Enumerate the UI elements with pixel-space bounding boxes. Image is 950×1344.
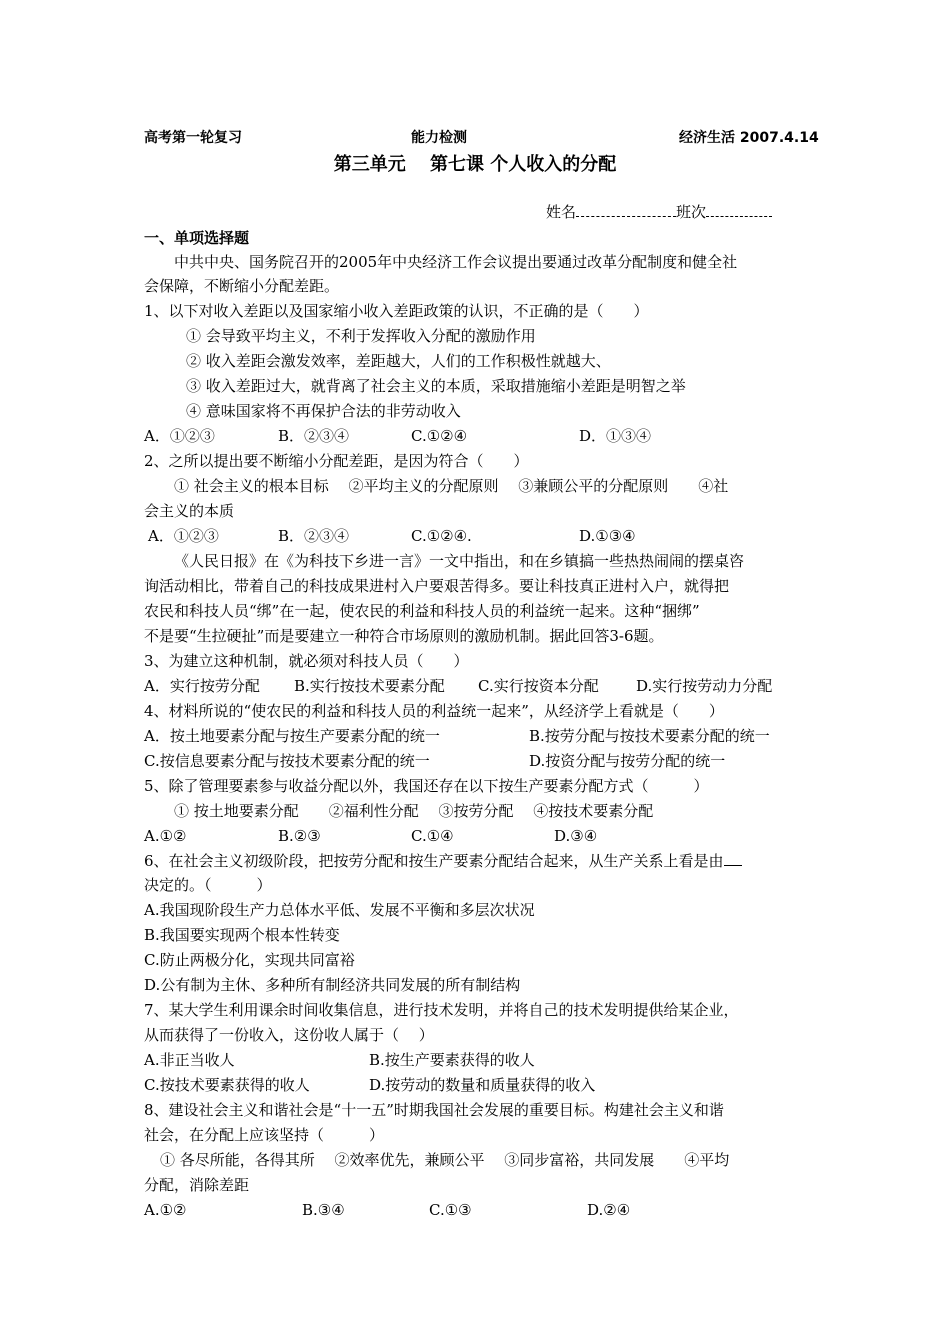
class-blank [706, 202, 772, 217]
name-blank [576, 202, 676, 217]
q5-option-d: D.③④ [554, 827, 598, 845]
q5-option-c: C.①④ [411, 827, 454, 845]
q4-stem: 4、材料所说的“使农民的利益和科技人员的利益统一起来”，从经济学上看就是（ ） [144, 702, 724, 720]
q1-option-c: C.①②④ [411, 427, 468, 445]
q6-option-a: A.我国现阶段生产力总体水平低、发展不平衡和多层次状况 [144, 901, 535, 919]
q6-stem-text: 6、在社会主义初级阶段，把按劳分配和按生产要素分配结合起来，从生产关系上看是由 [144, 852, 724, 870]
q6-stem-line-1 [144, 849, 809, 873]
q1-statement-1: ① 会导致平均主义，不利于发挥收入分配的激励作用 [186, 327, 536, 345]
q7-stem-line-2: 从而获得了一份收入，这份收人属于（ ） [144, 1026, 434, 1044]
q6-option-d: D.公有制为主休、多种所有制经济共同发展的所有制结构 [144, 976, 521, 994]
q8-stem-line-2: 社会，在分配上应该坚持（ ） [144, 1126, 385, 1144]
q2-statements-line-2: 会主义的本质 [144, 502, 235, 520]
header-right: 经济生活 2007.4.14 [679, 130, 819, 146]
intro-line-2: 会保障，不断缩小分配差距。 [144, 277, 340, 295]
q3-option-d: D.实行按劳动力分配 [636, 677, 773, 695]
q8-option-b: B.③④ [302, 1201, 345, 1219]
q4-option-b: B.按劳分配与按技术要素分配的统一 [529, 727, 770, 745]
q8-statements-line-2: 分配，消除差距 [144, 1176, 250, 1194]
material-line-1: 《人民日报》在《为科技下乡进一言》一文中指出，和在乡镇搞一些热热闹闹的摆桌咨 [174, 552, 745, 570]
q5-option-b: B.②③ [278, 827, 321, 845]
q1-statement-2: ② 收入差距会激发效率，差距越大，人们的工作积极性就越大、 [186, 352, 611, 370]
class-label: 班次 [676, 203, 707, 221]
q7-option-a: A.非正当收人 [144, 1051, 235, 1069]
q3-option-b: B.实行按技术要素分配 [294, 677, 445, 695]
material-line-3: 农民和科技人员“绑”在一起，使农民的利益和科技人员的利益统一起来。这种“捆绑” [144, 602, 700, 620]
q8-option-a: A.①② [144, 1201, 187, 1219]
q2-option-c: C.①②④. [411, 527, 472, 545]
q8-option-c: C.①③ [429, 1201, 472, 1219]
q7-stem-line-1: 7、某大学生利用课余时间收集信息，进行技术发明，并将自己的技术发明提供给某企业， [144, 1001, 739, 1019]
q1-option-d: D．①③④ [579, 427, 652, 445]
q6-stem-line-2: 决定的。（ ） [144, 876, 272, 894]
header-center: 能力检测 [411, 130, 467, 146]
name-label: 姓名 [546, 203, 577, 221]
q7-option-c: C.按技术要素获得的收人 [144, 1076, 310, 1094]
q2-statements-line-1: ① 社会主义的根本目标 ②平均主义的分配原则 ③兼顾公平的分配原则 ④社 [174, 477, 729, 495]
q7-option-b: B.按生产要素获得的收人 [369, 1051, 535, 1069]
q5-stem: 5、除了管理要素参与收益分配以外，我国还存在以下按生产要素分配方式（ ） [144, 777, 709, 795]
section-heading: 一、单项选择题 [144, 229, 250, 247]
q2-option-a: A．①②③ [148, 527, 219, 545]
q7-option-d: D.按劳动的数量和质量获得的收入 [369, 1076, 596, 1094]
q4-option-c: C.按信息要素分配与按技术要素分配的统一 [144, 752, 430, 770]
q3-option-c: C.实行按资本分配 [478, 677, 599, 695]
q6-blank [724, 851, 742, 866]
q1-stem: 1、以下对收入差距以及国家缩小收入差距政策的认识，不正确的是（ ） [144, 302, 649, 320]
q8-option-d: D.②④ [587, 1201, 631, 1219]
name-line [546, 201, 772, 222]
q2-stem: 2、之所以提出要不断缩小分配差距，是因为符合（ ） [144, 452, 529, 470]
q3-option-a: A．实行按劳分配 [144, 677, 260, 695]
q2-option-b: B．②③④ [278, 527, 350, 545]
q4-option-a: A．按土地要素分配与按生产要素分配的统一 [144, 727, 440, 745]
q1-option-b: B．②③④ [278, 427, 350, 445]
q4-option-d: D.按资分配与按劳分配的统一 [529, 752, 726, 770]
q8-stem-line-1: 8、建设社会主义和谐社会是“十一五”时期我国社会发展的重要目标。构建社会主义和谐 [144, 1101, 724, 1119]
q3-stem: 3、为建立这种机制，就必须对科技人员（ ） [144, 652, 469, 670]
material-line-2: 询活动相比，带着自己的科技成果进村入户要艰苦得多。要让科技真正进村入户，就得把 [144, 577, 730, 595]
page-title: 第三单元 第七课 个人收入的分配 [333, 154, 617, 175]
q6-option-b: B.我国要实现两个根本性转变 [144, 926, 340, 944]
q1-option-a: A．①②③ [144, 427, 215, 445]
q1-statement-3: ③ 收入差距过大，就背离了社会主义的本质，采取措施缩小差距是明智之举 [186, 377, 686, 395]
q5-option-a: A.①② [144, 827, 187, 845]
intro-line-1: 中共中央、国务院召开的2005年中央经济工作会议提出要通过改革分配制度和健全社 [174, 253, 738, 271]
q2-option-d: D.①③④ [579, 527, 636, 545]
q1-statement-4: ④ 意味国家将不再保护合法的非劳动收入 [186, 402, 461, 420]
q5-statements: ① 按土地要素分配 ②福利性分配 ③按劳分配 ④按技术要素分配 [174, 802, 654, 820]
q8-statements-line-1: ① 各尽所能，各得其所 ②效率优先，兼顾公平 ③同步富裕，共同发展 ④平均 [160, 1151, 730, 1169]
material-line-4: 不是要“生拉硬扯”而是要建立一种符合市场原则的激励机制。据此回答3-6题。 [144, 627, 664, 645]
q6-option-c: C.防止两极分化，实现共同富裕 [144, 951, 355, 969]
header-left: 高考第一轮复习 [144, 130, 242, 146]
